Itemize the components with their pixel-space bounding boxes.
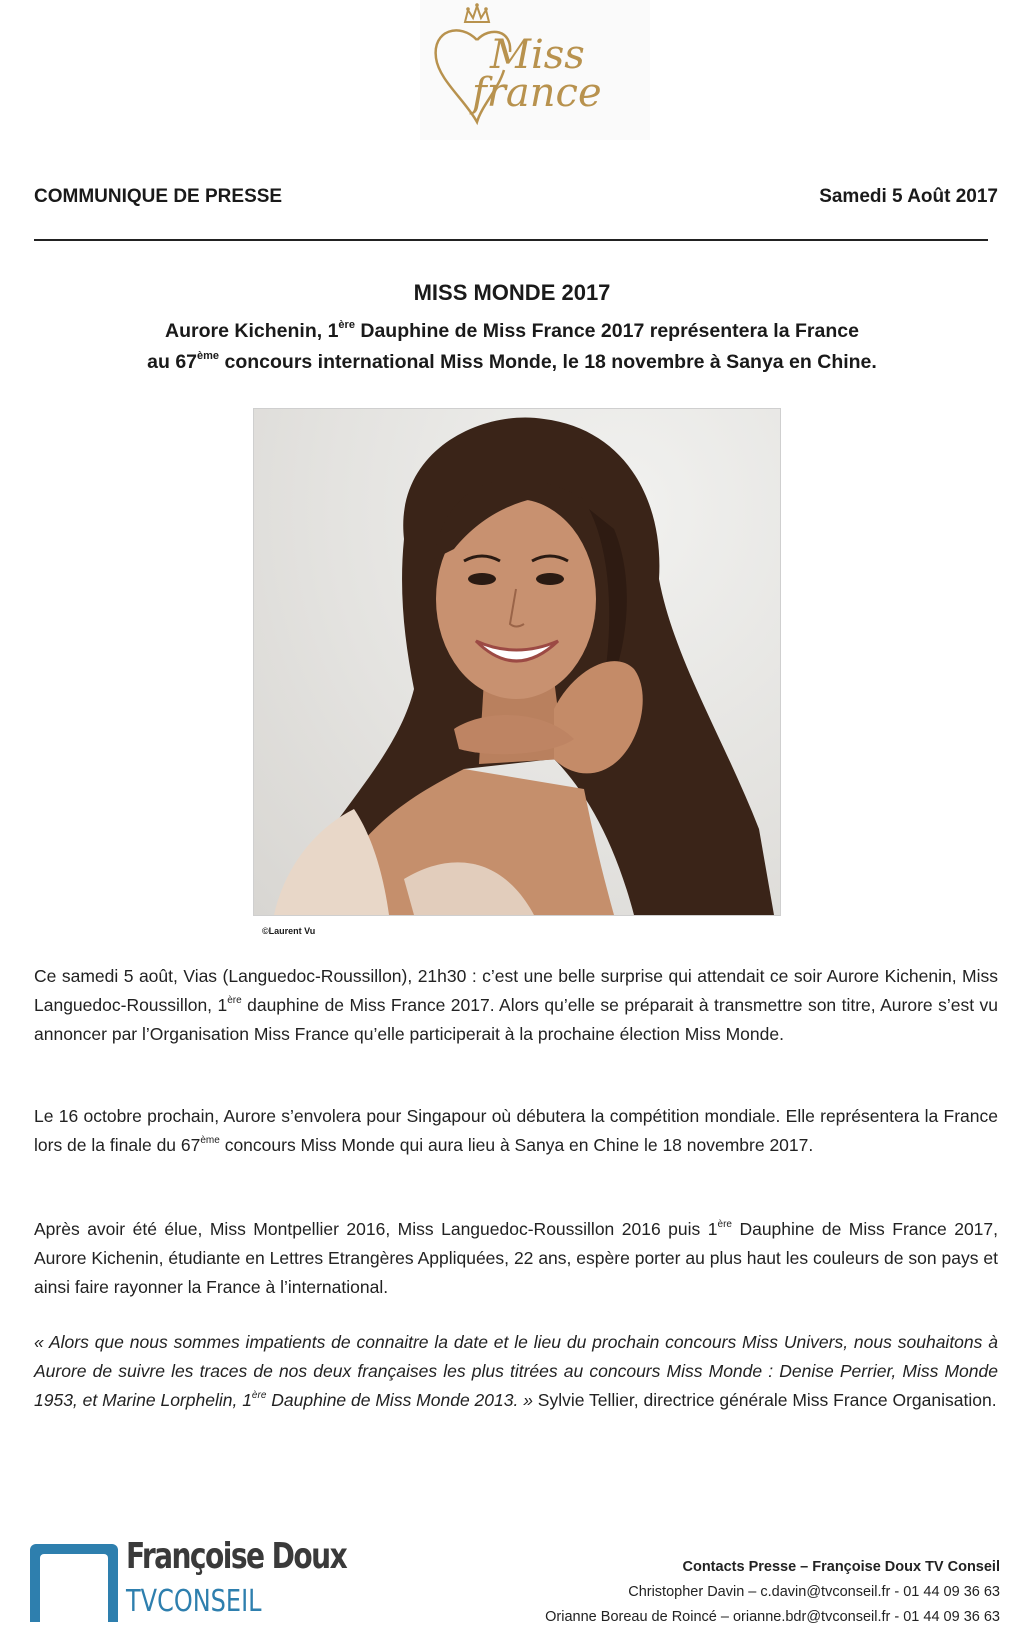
portrait-illustration — [254, 409, 780, 915]
quote-paragraph — [34, 1328, 998, 1415]
paragraph-text: Dauphine de Miss France 2017, Aurore Kichenin, étudiante en Lettres Etrangères Appliquées, 22 ans, espère porter au plus haut les couleurs de son pays et ainsi faire rayonner la France à l’international. — [34, 1219, 999, 1297]
press-contacts — [545, 1555, 1000, 1630]
logo-text-france: france — [472, 70, 602, 116]
contacts-title: Contacts Presse – Françoise Doux TV Conseil — [682, 1559, 1000, 1575]
paragraph-1 — [34, 962, 998, 1049]
paragraph-text: dauphine de Miss France 2017. Alors qu’elle se préparait à transmettre son titre, Aurore s’est vu annoncer par l’Organisation Miss France qu’elle participerait à la prochaine élection Miss Monde. — [34, 995, 998, 1044]
quote-attribution: Sylvie Tellier, directrice générale Miss France Organisation. — [532, 1390, 997, 1410]
paragraph-3 — [34, 1215, 998, 1302]
photo-credit: ©Laurent Vu — [262, 926, 316, 936]
subtitle-text: Dauphine de Miss France 2017 représentera la France — [354, 320, 859, 342]
press-release-label: COMMUNIQUE DE PRESSE — [34, 186, 283, 207]
paragraph-2 — [34, 1102, 998, 1160]
press-header — [34, 186, 998, 212]
contact-line: Christopher Davin – c.davin@tvconseil.fr - 01 44 09 36 63 — [628, 1584, 1000, 1600]
subtitle-text: concours international Miss Monde, le 18 novembre à Sanya en Chine. — [219, 351, 877, 373]
paragraph-text: Le 16 octobre prochain, Aurore s’envolera pour Singapour où débutera la compétition mondiale. Elle représentera la France lors de la finale du 67 — [34, 1106, 998, 1155]
ordinal-superscript: ème — [200, 1135, 220, 1146]
paragraph-text: Ce samedi 5 août, Vias (Languedoc-Roussillon), 21h30 : c’est une belle surprise qui attendait ce soir Aurore Kichenin, Miss Languedoc-Roussillon, 1 — [34, 966, 998, 1015]
agency-name: Françoise Doux — [126, 1536, 347, 1577]
ordinal-superscript: ère — [338, 319, 355, 331]
press-date: Samedi 5 Août 2017 — [819, 186, 998, 207]
contact-line: Orianne Boreau de Roincé – orianne.bdr@tvconseil.fr - 01 44 09 36 63 — [545, 1609, 1000, 1625]
francoise-doux-logo — [30, 1532, 347, 1622]
miss-france-logo — [420, 0, 650, 140]
ordinal-superscript: ère — [251, 1390, 267, 1401]
paragraph-text: Après avoir été élue, Miss Montpellier 2016, Miss Languedoc-Roussillon 2016 puis 1 — [34, 1219, 718, 1239]
quote-text: « Alors que nous sommes impatients de connaitre la date et le lieu du prochain concours Miss Univers, nous souhaitons à Aurore de suivre les traces de nos deux françaises les plus titrées au concours Miss Monde : Denise Perrier, Miss Monde 1953, et Marine Lorphelin, 1 — [34, 1332, 998, 1410]
header-divider — [34, 239, 988, 241]
subtitle-text: au 67 — [147, 351, 198, 373]
logo-text-miss: Miss — [490, 32, 585, 78]
tv-screen-icon — [30, 1544, 118, 1622]
page-title: MISS MONDE 2017 — [413, 280, 611, 305]
subtitle — [60, 316, 964, 378]
ordinal-superscript: ème — [197, 350, 220, 362]
agency-tagline: TVCONSEIL — [126, 1584, 262, 1619]
ordinal-superscript: ère — [717, 1219, 732, 1230]
subtitle-text: Aurore Kichenin, 1 — [165, 320, 339, 342]
subtitle-line-2 — [60, 347, 964, 378]
subtitle-line-1 — [60, 316, 964, 347]
portrait-photo — [253, 408, 781, 916]
quote-text: Dauphine de Miss Monde 2013. » — [266, 1390, 533, 1410]
paragraph-text: concours Miss Monde qui aura lieu à Sanya en Chine le 18 novembre 2017. — [219, 1135, 814, 1155]
ordinal-superscript: ère — [227, 995, 242, 1006]
